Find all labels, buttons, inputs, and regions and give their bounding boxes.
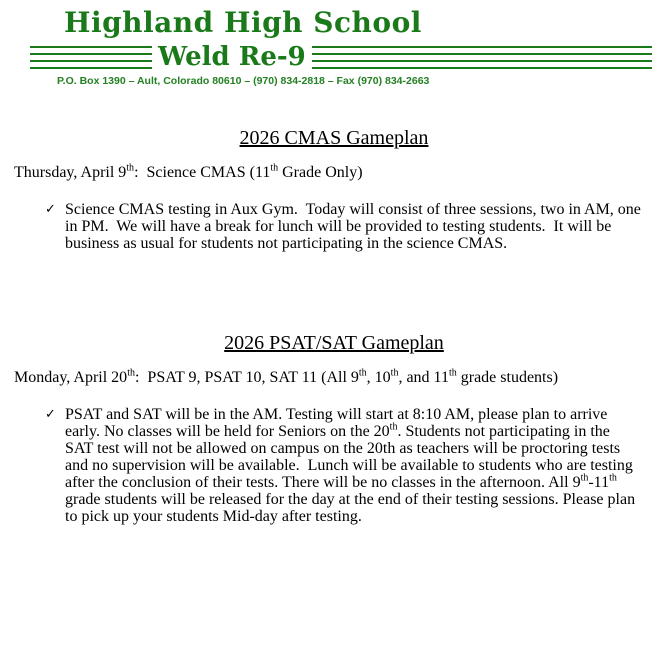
rule-line [30,46,152,48]
rule-line [30,67,152,69]
bullet-list [0,201,668,252]
rule-line [30,60,152,62]
rule-line [312,67,652,69]
rule-line [312,60,652,62]
rule-lines-right [312,46,652,69]
section-title: 2026 CMAS Gameplan [239,127,429,149]
document-body [0,127,668,525]
letterhead [0,0,668,87]
rule-line [312,46,652,48]
rule-line [30,53,152,55]
bullet-item [45,201,645,252]
checkmark-icon: ✓ [45,202,56,217]
bullet-text: PSAT and SAT will be in the AM. Testing will start at 8:10 AM, please plan to arrive early. No classes will be held for Seniors on the 20th. Students not participating in the SAT test will not be allowed on campus on the 20th as teachers will be proctoring tests and no supervision will be available. Lunch will be available to students who are testing after the conclusion of their tests. There will be no classes in the afternoon. All 9th-11th grade students will be released for the day at the end of their testing sessions. Please plan to pick up your students Mid-day after testing. [65,406,640,525]
district-banner [30,42,652,72]
rule-lines-left [30,46,152,69]
district-name: Weld Re-9 [158,42,306,72]
rule-line [312,53,652,55]
section-date-line: Thursday, April 9th: Science CMAS (11th Grade Only) [14,162,363,181]
bullet-text: Science CMAS testing in Aux Gym. Today will consist of three sessions, two in AM, one in PM. We will have a break for lunch will be provided to testing students. It will be business as usual for students not participating in the science CMAS. [65,201,645,252]
school-name: Highland High School [64,6,422,39]
section-date-line: Monday, April 20th: PSAT 9, PSAT 10, SAT 11 (All 9th, 10th, and 11th grade students) [14,367,559,386]
section-cmas [0,127,668,252]
bullet-item [45,406,642,525]
address-line: P.O. Box 1390 – Ault, Colorado 80610 – (970) 834-2818 – Fax (970) 834-2663 [57,75,430,87]
section-psat [0,332,668,525]
bullet-list [0,406,668,525]
section-title: 2026 PSAT/SAT Gameplan [224,332,444,354]
checkmark-icon: ✓ [45,407,56,422]
